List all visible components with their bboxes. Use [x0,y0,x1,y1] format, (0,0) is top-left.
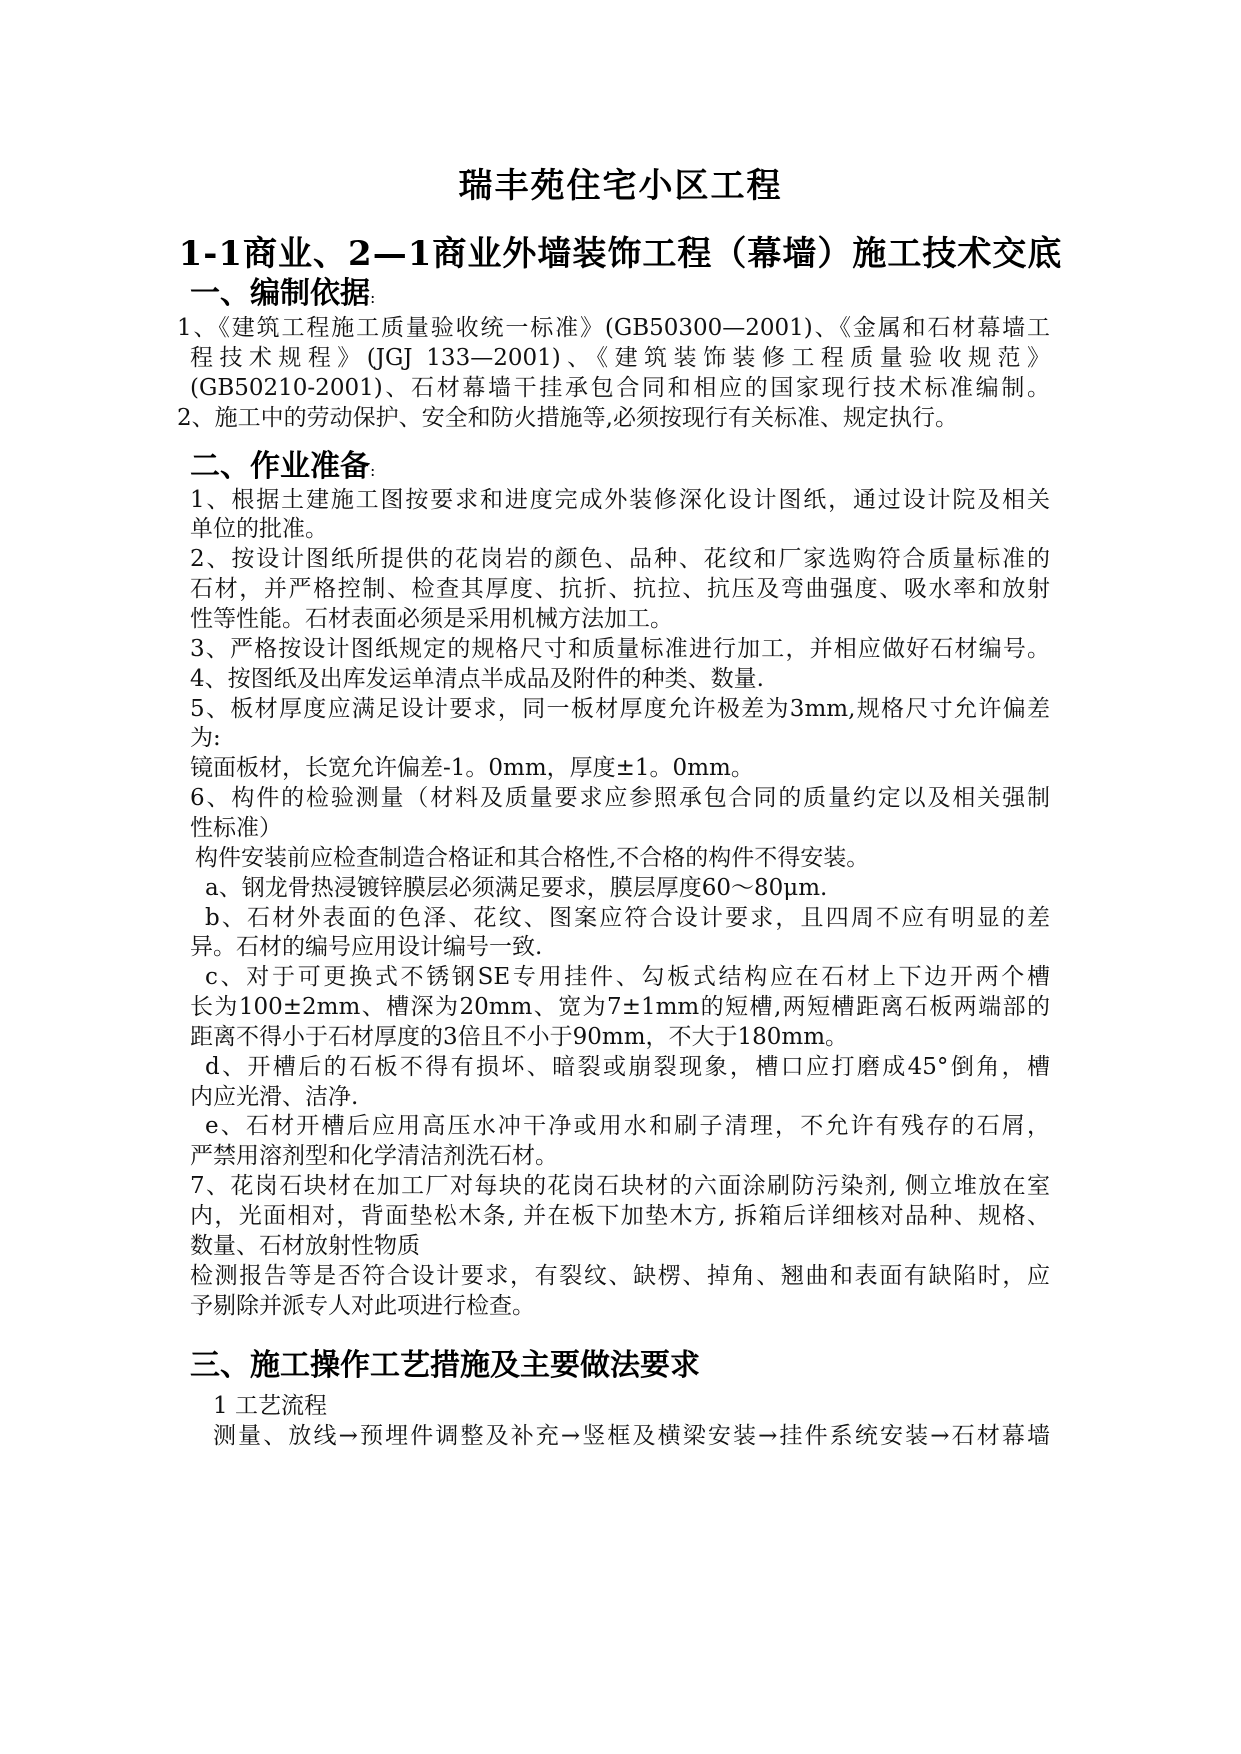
paragraph-line: d、开槽后的石板不得有损坏、暗裂或崩裂现象，槽口应打磨成45°倒角，槽 [205,1054,1050,1080]
section-heading-text: 二、作业准备 [190,449,370,484]
paragraph-line: 数量、石材放射性物质 [190,1233,420,1259]
paragraph-line: 构件安装前应检查制造合格证和其合格性,不合格的构件不得安装。 [195,845,870,871]
paragraph-line: 内应光滑、洁净. [190,1084,359,1110]
paragraph-line: 测量、放线→预埋件调整及补充→竖框及横梁安装→挂件系统安装→石材幕墙 [213,1423,1050,1449]
paragraph-line: 性标准） [190,815,282,841]
paragraph-line: 3、严格按设计图纸规定的规格尺寸和质量标准进行加工，并相应做好石材编号。 [190,636,1050,662]
section-heading-preparation [190,441,375,485]
paragraph-line: 1、根据土建施工图按要求和进度完成外装修深化设计图纸，通过设计院及相关 [190,487,1050,513]
document-subtitle: 1-1商业、2—1商业外墙装饰工程（幕墙）施工技术交底 [178,234,1063,274]
paragraph-line: 检测报告等是否符合设计要求，有裂纹、缺楞、掉角、翘曲和表面有缺陷时，应 [190,1263,1050,1289]
paragraph-line: b、石材外表面的色泽、花纹、图案应符合设计要求，且四周不应有明显的差 [205,905,1050,931]
paragraph-line: 1、《建筑工程施工质量验收统一标准》(GB50300—2001)、《金属和石材幕墙工 [177,315,1050,341]
paragraph-line: 2、按设计图纸所提供的花岗岩的颜色、品种、花纹和厂家选购符合质量标准的 [190,546,1050,572]
paragraph-line: 长为100±2mm、槽深为20mm、宽为7±1mm的短槽,两短槽距离石板两端部的 [190,994,1050,1020]
paragraph-line: 异。石材的编号应用设计编号一致. [190,934,543,960]
paragraph-line: 单位的批准。 [190,516,328,542]
paragraph-line: a、钢龙骨热浸镀锌膜层必须满足要求，膜层厚度60～80μm. [205,875,828,901]
paragraph-line: 5、板材厚度应满足设计要求，同一板材厚度允许极差为3mm,规格尺寸允许偏差 [190,696,1050,722]
document-title: 瑞丰苑住宅小区工程 [458,166,783,206]
paragraph-line: c、对于可更换式不锈钢SE专用挂件、勾板式结构应在石材上下边开两个槽 [205,964,1050,990]
paragraph-line: 2、施工中的劳动保护、安全和防火措施等,必须按现行有关标准、规定执行。 [177,405,958,431]
section-heading-text: 三、施工操作工艺措施及主要做法要求 [190,1348,700,1383]
section-heading-text: 一、编制依据 [190,276,370,311]
section-heading-process [190,1340,700,1384]
paragraph-line: 内，光面相对，背面垫松木条, 并在板下加垫木方, 拆箱后详细核对品种、规格、 [190,1203,1050,1229]
paragraph-line: 镜面板材，长宽允许偏差-1。0mm，厚度±1。0mm。 [190,755,754,781]
paragraph-line: 1 工艺流程 [213,1393,327,1419]
heading-colon: : [370,288,376,307]
paragraph-line: 性等性能。石材表面必须是采用机械方法加工。 [190,606,673,632]
paragraph-line: e、石材开槽后应用高压水冲干净或用水和刷子清理，不允许有残存的石屑， [205,1113,1050,1139]
section-heading-basis [190,268,375,312]
heading-colon: : [370,461,376,480]
paragraph-line: 6、构件的检验测量（材料及质量要求应参照承包合同的质量约定以及相关强制 [190,785,1050,811]
paragraph-line: 严禁用溶剂型和化学清洁剂洗石材。 [190,1143,558,1169]
paragraph-line: 距离不得小于石材厚度的3倍且不小于90mm，不大于180mm。 [190,1024,849,1050]
paragraph-line: 4、按图纸及出库发运单清点半成品及附件的种类、数量. [190,666,764,692]
paragraph-line: 石材，并严格控制、检查其厚度、抗折、抗拉、抗压及弯曲强度、吸水率和放射 [190,576,1050,602]
paragraph-line: 7、花岗石块材在加工厂对每块的花岗石块材的六面涂刷防污染剂, 侧立堆放在室 [190,1173,1050,1199]
paragraph-line: 予剔除并派专人对此项进行检查。 [190,1293,535,1319]
paragraph-line: 程技术规程》(JGJ 133—2001)、《建筑装饰装修工程质量验收规范》 [190,345,1050,371]
paragraph-line: 为: [190,725,221,751]
paragraph-line: (GB50210-2001)、石材幕墙干挂承包合同和相应的国家现行技术标准编制。 [190,375,1050,401]
